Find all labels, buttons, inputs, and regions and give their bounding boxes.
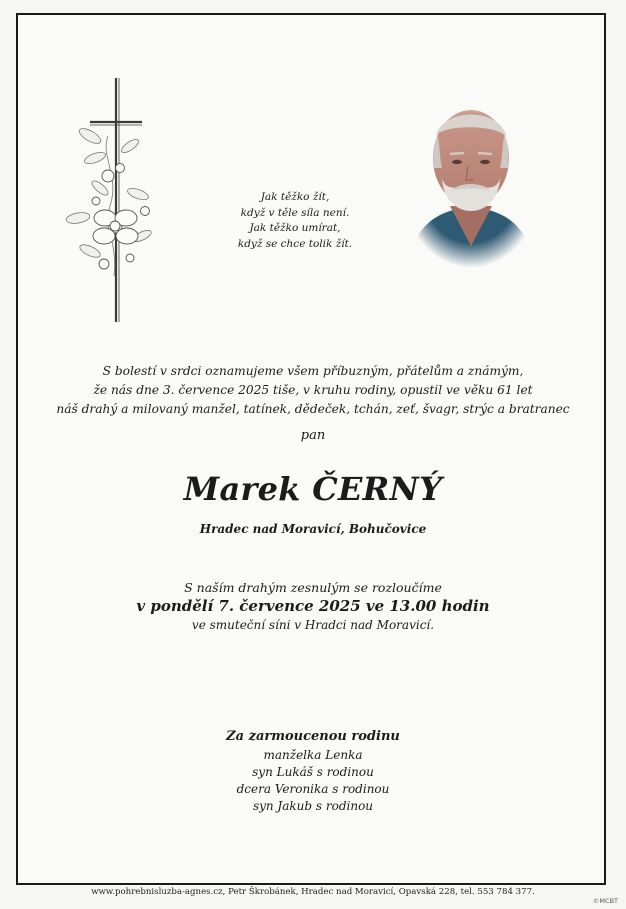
announcement-line: náš drahý a milovaný manžel, tatínek, dědeček, tchán, zeť, švagr, strýc a bratranec: [56, 402, 570, 416]
cross-with-flowers-icon: [60, 76, 165, 326]
family-heading: Za zarmoucenou rodinu: [226, 729, 400, 744]
deceased-residence: Hradec nad Moravicí, Bohučovice: [199, 522, 427, 536]
funeral-location: ve smuteční síni v Hradci nad Moravicí.: [191, 618, 435, 632]
funeral-details: [0, 579, 626, 634]
funeral-service-footer: www.pohrebnisluzba-agnes.cz, Petr Škrobánek, Hradec nad Moravicí, Opavská 228, tel. 553 784 377.: [91, 887, 535, 897]
portrait-photo: [402, 96, 540, 268]
salutation: pan: [300, 428, 326, 443]
family-member: syn Jakub s rodinou: [252, 799, 374, 813]
funeral-intro: S naším drahým zesnulým se rozloučíme: [184, 580, 442, 595]
poem-line: když se chce tolik žít.: [237, 237, 353, 250]
announcement-line: S bolestí v srdci oznamujeme všem příbuzným, přátelům a známým,: [102, 364, 524, 378]
poem-line: Jak těžko žít,: [260, 191, 330, 203]
announcement-text: [30, 362, 596, 419]
family-member: dcera Veronika s rodinou: [236, 782, 390, 796]
family-member: manželka Lenka: [263, 748, 363, 762]
mourning-family: [0, 727, 626, 815]
copyright-mark: ©MCBT: [592, 897, 618, 905]
poem: [200, 190, 390, 252]
deceased-name: Marek ČERNÝ: [183, 470, 443, 508]
poem-line: když v těle síla není.: [240, 206, 350, 219]
poem-line: Jak těžko umírat,: [249, 222, 341, 234]
family-member: syn Lukáš s rodinou: [252, 765, 374, 779]
funeral-datetime: v pondělí 7. července 2025 ve 13.00 hodin: [136, 597, 490, 615]
announcement-line: že nás dne 3. července 2025 tiše, v kruhu rodiny, opustil ve věku 61 let: [93, 383, 533, 397]
